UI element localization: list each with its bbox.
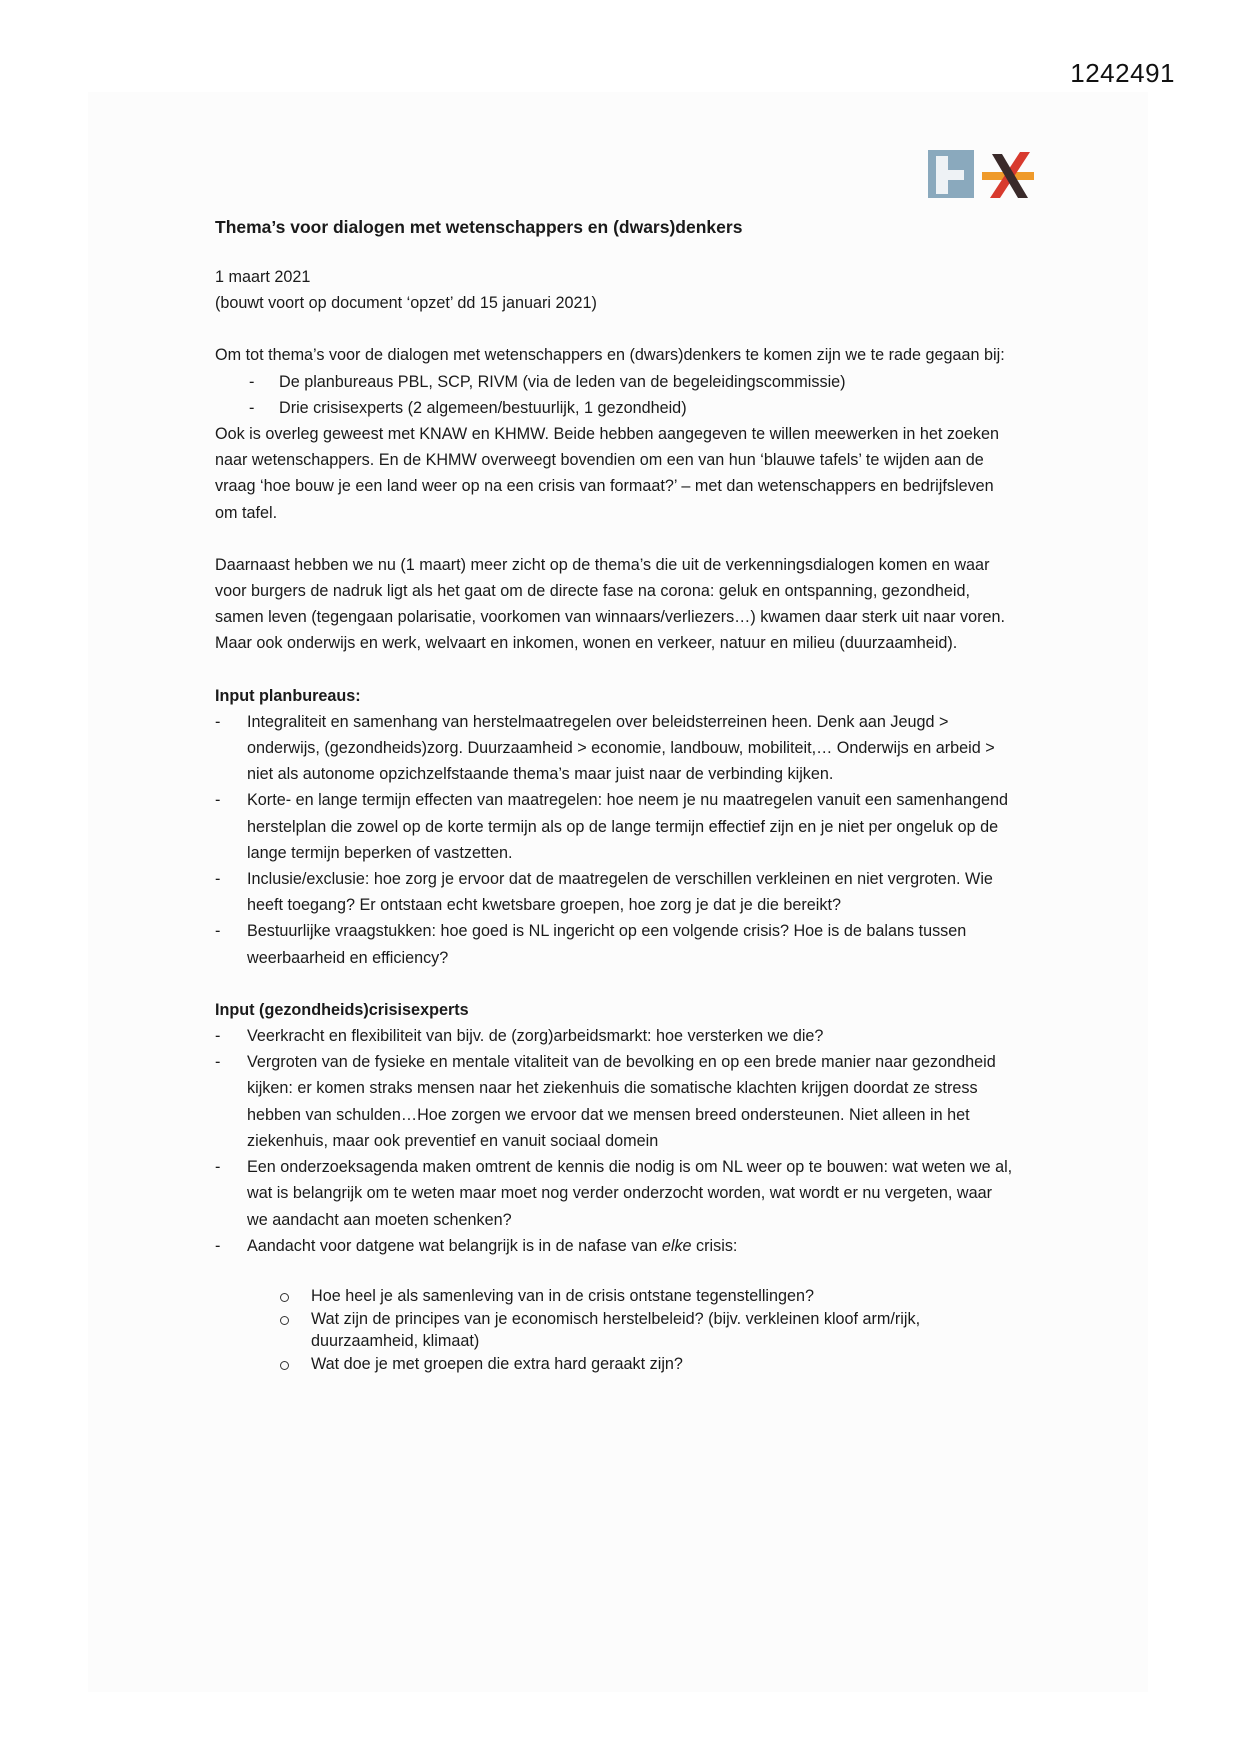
section-heading-planbureaus: Input planbureaus: — [215, 686, 361, 705]
section-heading-crisisexperts: Input (gezondheids)crisisexperts — [215, 1000, 469, 1019]
list-item: - Bestuurlijke vraagstukken: hoe goed is NL ingericht op een volgende crisis? Hoe is de balans tussen weerbaarheid en efficiency? — [215, 918, 1015, 970]
sublist-item: Hoe heel je als samenleving van in de crisis ontstane tegenstellingen? — [215, 1285, 1015, 1307]
paragraph-verkenningsdialogen: Daarnaast hebben we nu (1 maart) meer zicht op de thema’s die uit de verkenningsdialogen komen en waar voor burgers de nadruk ligt als het gaat om de directe fase na corona: geluk en ontspanning, gezondheid, samen leven (tegengaan polarisatie, voorkomen van winnaars/verliezers…) kwamen daar sterk uit naar voren. Maar ook onderwijs en werk, welvaart en inkomen, wonen en verkeer, natuur en milieu (duurzaamheid). — [215, 555, 1005, 653]
planbureaus-list — [215, 709, 1015, 971]
organization-logo — [928, 150, 1034, 200]
list-item: - Inclusie/exclusie: hoe zorg je ervoor dat de maatregelen de verschillen verkleinen en niet vergroten. Wie heeft toegang? Er ontstaan echt kwetsbare groepen, hoe zorg je dat je die bereikt? — [215, 866, 1015, 918]
list-item: - Integraliteit en samenhang van herstelmaatregelen over beleidsterreinen heen. Denk aan Jeugd > onderwijs, (gezondheids)zorg. Duurzaamheid > economie, landbouw, mobiliteit,… Onderwijs en arbeid > niet als autonome opzichzelfstaande thema’s maar juist naar de verbinding kijken. — [215, 709, 1015, 788]
document-id: 1242491 — [1070, 58, 1175, 88]
logo-blue-inner — [952, 184, 966, 198]
sublist-item: Wat zijn de principes van je economisch herstelbeleid? (bijv. verkleinen kloof arm/rijk, duurzaamheid, klimaat) — [215, 1308, 1015, 1352]
list-item: - De planbureaus PBL, SCP, RIVM (via de leden van de begeleidingscommissie) — [215, 369, 1015, 395]
list-item-emphasis: elke — [661, 1236, 692, 1255]
list-item — [215, 1233, 1015, 1259]
list-item: - Drie crisisexperts (2 algemeen/bestuurlijk, 1 gezondheid) — [215, 395, 1015, 421]
list-item: - Een onderzoeksagenda maken omtrent de kennis die nodig is om NL weer op te bouwen: wat weten we al, wat is belangrijk om te weten maar moet nog verder onderzocht worden, wat wordt er nu vergeten, waar we aandacht aan moeten schenken? — [215, 1154, 1015, 1233]
sublist-item: Wat doe je met groepen die extra hard geraakt zijn? — [215, 1353, 1015, 1375]
nafase-sublist — [215, 1285, 1015, 1375]
intro-followup: Ook is overleg geweest met KNAW en KHMW. Beide hebben aangegeven te willen meewerken in het zoeken naar wetenschappers. En de KHMW overweegt bovendien om een van hun ‘blauwe tafels’ te wijden aan de vraag ‘hoe bouw je een land weer op na een crisis van formaat?’ – met dan wetenschappers en bedrijfsleven om tafel. — [215, 425, 1000, 522]
list-item: - Vergroten van de fysieke en mentale vitaliteit van de bevolking en op een brede manier naar gezondheid kijken: er komen straks mensen naar het ziekenhuis die somatische klachten krijgen doordat ze stress hebben van schulden…Hoe zorgen we ervoor dat we mensen breed ondersteunen. Niet alleen in het ziekenhuis, maar ook preventief en vanuit sociaal domein — [215, 1049, 1015, 1154]
intro-list — [215, 369, 1015, 421]
document-date-note: (bouwt voort op document ‘opzet’ dd 15 januari 2021) — [215, 294, 597, 313]
document-date: 1 maart 2021 — [215, 268, 311, 286]
document-title: Thema’s voor dialogen met wetenschappers en (dwars)denkers — [215, 217, 743, 237]
intro-text: Om tot thema’s voor de dialogen met wetenschappers en (dwars)denkers te komen zijn we te rade gegaan bij: — [215, 346, 1005, 365]
list-item: - Veerkracht en flexibiliteit van bijv. de (zorg)arbeidsmarkt: hoe versterken we die? — [215, 1023, 1015, 1049]
document-body — [215, 214, 1015, 1376]
list-item: - Korte- en lange termijn effecten van maatregelen: hoe neem je nu maatregelen vanuit een samenhangend herstelplan die zowel op de korte termijn als op de lange termijn effectief zijn en je niet per ongeluk op de lange termijn beperken of vastzetten. — [215, 787, 1015, 866]
list-item-text: Aandacht voor datgene wat belangrijk is in de nafase van — [247, 1236, 662, 1255]
list-item-text: crisis: — [691, 1236, 738, 1255]
crisisexperts-list — [215, 1023, 1015, 1259]
